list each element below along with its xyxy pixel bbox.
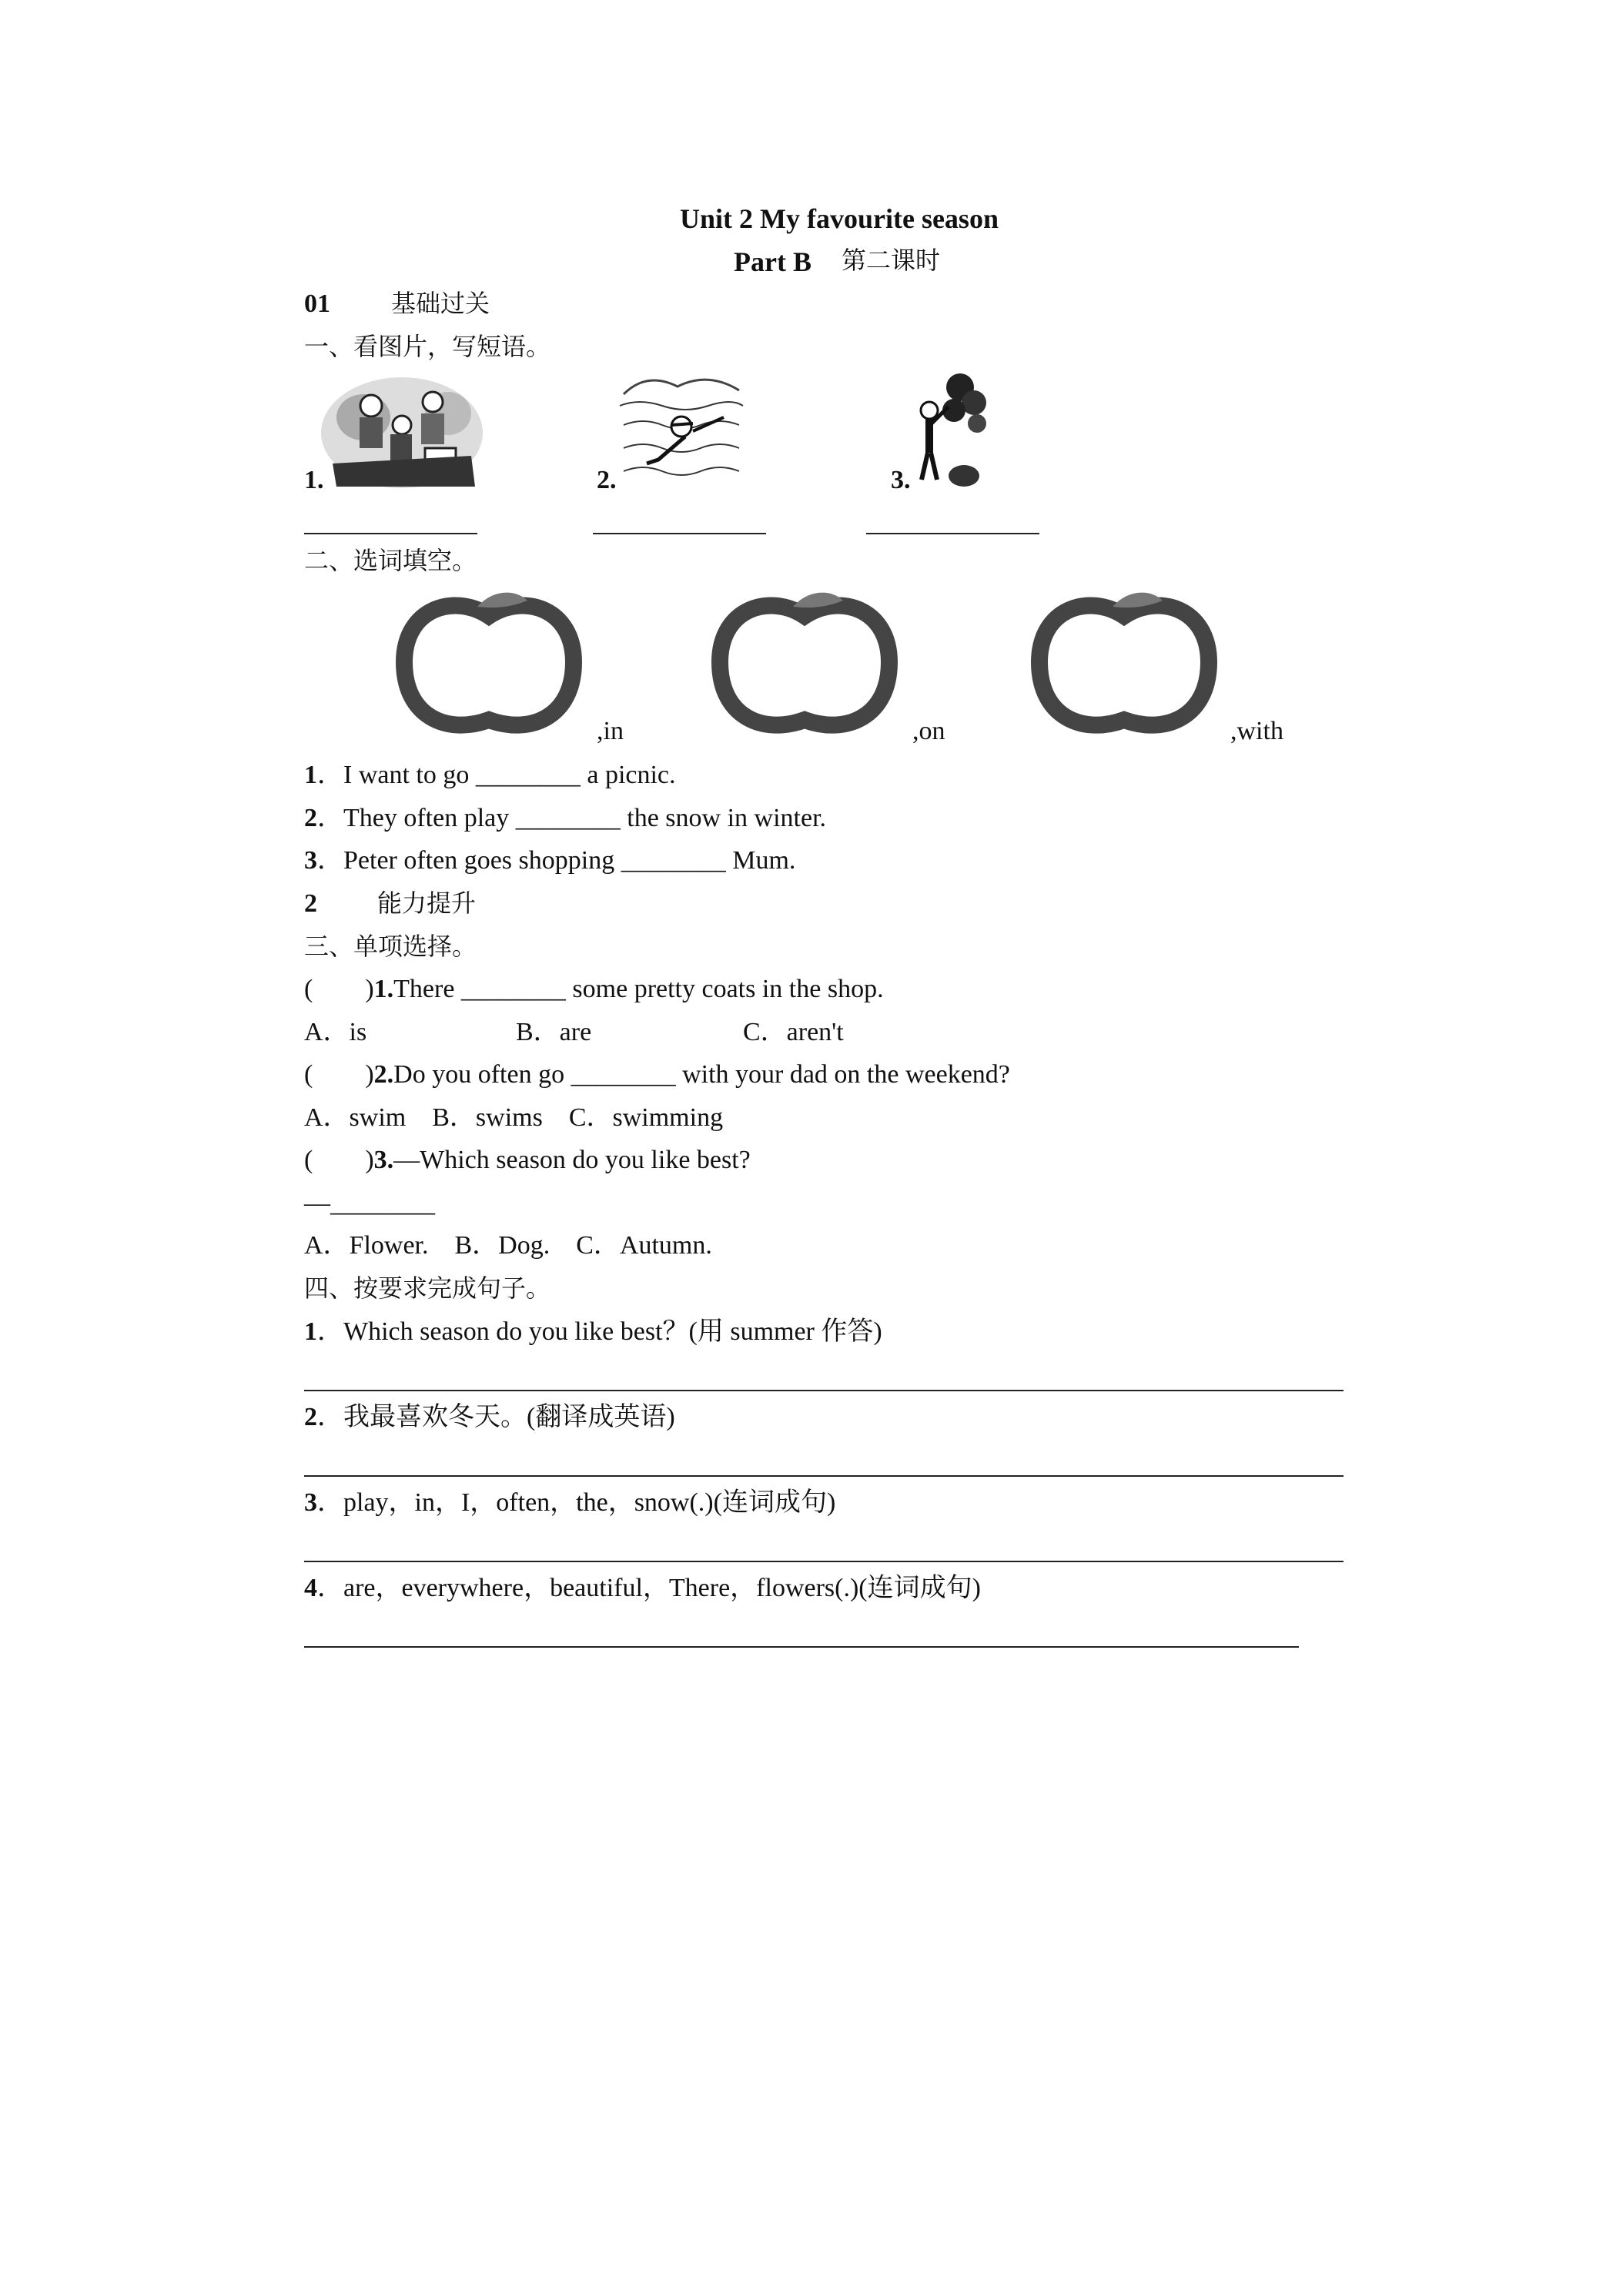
picnic-picture bbox=[317, 371, 487, 494]
part3-heading: 三、单项选择。 bbox=[304, 932, 477, 961]
swimming-picture bbox=[616, 371, 747, 487]
options-line[interactable]: A．swim B．swims C．swimming bbox=[304, 1103, 724, 1132]
fill-question: 2．They often play ________ the snow in winter. bbox=[304, 804, 827, 832]
apple-ring-picture bbox=[708, 585, 901, 739]
apple-ring-picture bbox=[1028, 585, 1220, 739]
sentence-task: 2．我最喜欢冬天。(翻译成英语) bbox=[304, 1403, 675, 1431]
choice-question: ( )2.Do you often go ________ with your dad on the weekend? bbox=[304, 1060, 1010, 1089]
answer-blank[interactable] bbox=[593, 533, 766, 534]
answer-blank[interactable] bbox=[304, 533, 477, 534]
word-choice: ,in bbox=[597, 717, 624, 745]
choice-question: ( )1.There ________ some pretty coats in the shop. bbox=[304, 975, 884, 1003]
word-choice: ,with bbox=[1230, 717, 1283, 745]
answer-line[interactable] bbox=[304, 1561, 1344, 1562]
choice-question: ( )3.—Which season do you like best? bbox=[304, 1146, 751, 1174]
option[interactable]: A．is bbox=[304, 1018, 367, 1046]
part1-heading: 一、看图片，写短语。 bbox=[304, 332, 551, 361]
section-label: 能力提升 bbox=[377, 889, 477, 918]
sentence-task: 1．Which season do you like best？(用 summer 作答) bbox=[304, 1317, 882, 1346]
lesson-label: 第二课时 bbox=[842, 246, 941, 275]
sentence-task: 3．play，in，I，often，the，snow(.)(连词成句) bbox=[304, 1488, 836, 1517]
picture-number: 1. bbox=[304, 466, 324, 494]
picking-apples-picture bbox=[906, 368, 991, 491]
fill-question: 1．I want to go ________ a picnic. bbox=[304, 761, 676, 789]
section-number: 01 bbox=[304, 290, 330, 318]
answer-line: —________ bbox=[304, 1189, 435, 1217]
answer-line[interactable] bbox=[304, 1646, 1299, 1648]
answer-line[interactable] bbox=[304, 1390, 1344, 1391]
part2-heading: 二、选词填空。 bbox=[304, 546, 477, 575]
part-label: Part B bbox=[734, 246, 812, 277]
section-number: 2 bbox=[304, 889, 317, 918]
answer-blank[interactable] bbox=[866, 533, 1039, 534]
part4-heading: 四、按要求完成句子。 bbox=[304, 1274, 551, 1303]
sentence-task: 4．are，everywhere，beautiful，There，flowers(.)(连词成句) bbox=[304, 1574, 981, 1602]
page-title: Unit 2 My favourite season bbox=[680, 203, 999, 234]
section-label: 基础过关 bbox=[391, 289, 490, 318]
picture-number: 2. bbox=[597, 466, 617, 494]
word-choice: ,on bbox=[912, 717, 945, 745]
options-line[interactable]: A．Flower. B．Dog. C．Autumn. bbox=[304, 1231, 712, 1260]
apple-ring-picture bbox=[393, 585, 585, 739]
picture-number: 3. bbox=[891, 466, 911, 494]
option[interactable]: C．aren't bbox=[743, 1018, 844, 1046]
answer-line[interactable] bbox=[304, 1475, 1344, 1477]
option[interactable]: B．are bbox=[516, 1018, 592, 1046]
fill-question: 3．Peter often goes shopping ________ Mum. bbox=[304, 846, 796, 875]
